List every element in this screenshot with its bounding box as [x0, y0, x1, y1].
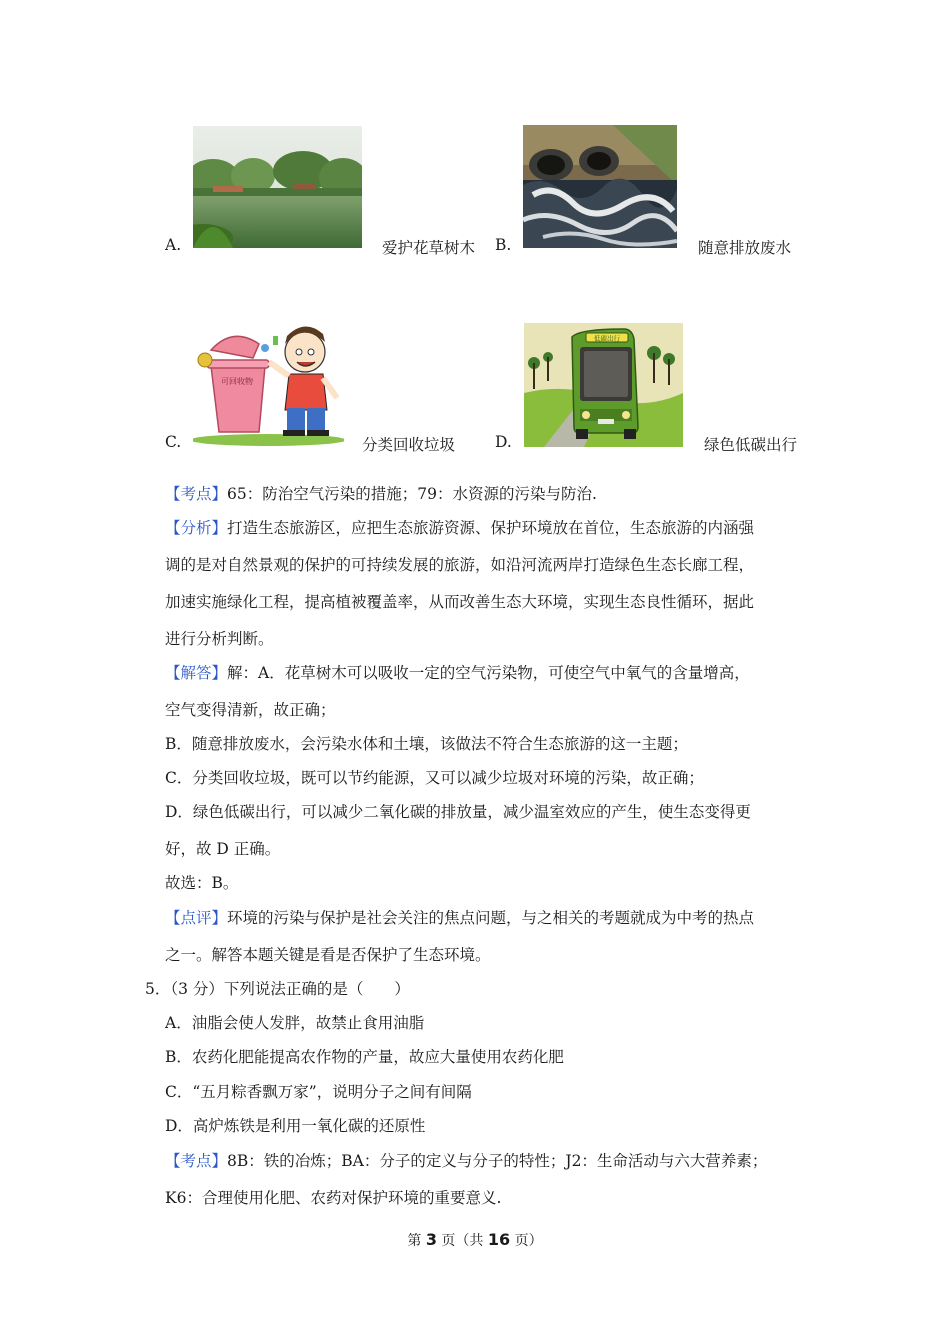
trash-sorting-cartoon-image	[193, 322, 344, 446]
footer-suffix: 页）	[510, 1233, 543, 1249]
bus-sign: 低碳出行	[594, 334, 620, 343]
kaodian-tag: 【考点】	[165, 1152, 228, 1170]
q4-fenxi	[165, 516, 754, 538]
fenxi-line: 打造生态旅游区，应把生态旅游资源、保护环境放在首位，生态旅游的内涵强	[227, 519, 755, 537]
q5-option: B．农药化肥能提高农作物的产量，故应大量使用农药化肥	[165, 1048, 564, 1066]
kaodian-line: K6：合理使用化肥、农药对保护环境的重要意义.	[165, 1189, 502, 1207]
jieda-line: 空气变得清新，故正确；	[165, 701, 336, 719]
fenxi-line: 进行分析判断。	[165, 630, 274, 648]
jieda-line: D．绿色低碳出行，可以减少二氧化碳的排放量，减少温室效应的产生，使生态变得更	[165, 803, 751, 821]
footer-total-pages: 16	[487, 1230, 511, 1249]
fenxi-tag: 【分析】	[165, 519, 228, 537]
q5-stem: 5．（3 分）下列说法正确的是（ ）	[145, 980, 410, 998]
option-a-caption: 爱护花草树木	[382, 239, 476, 257]
option-c-letter: C.	[165, 433, 182, 451]
jieda-tag: 【解答】	[165, 664, 228, 682]
wastewater-pipe-image	[523, 125, 677, 248]
jieda-line: 解：A．花草树木可以吸收一定的空气污染物，可使空气中氧气的含量增高，	[227, 664, 750, 682]
q4-kaodian	[165, 482, 597, 504]
option-d-caption: 绿色低碳出行	[704, 436, 798, 454]
option-d-letter: D.	[495, 433, 512, 451]
footer-middle: 页（共	[436, 1233, 488, 1249]
dianping-tag: 【点评】	[165, 909, 228, 927]
jieda-line: 故选：B。	[165, 874, 239, 892]
q5-option: A．油脂会使人发胖，故禁止食用油脂	[165, 1014, 425, 1032]
kaodian-text: 65：防治空气污染的措施；79：水资源的污染与防治.	[227, 485, 597, 503]
option-b-caption: 随意排放废水	[698, 239, 792, 257]
q4-dianping	[165, 906, 754, 928]
q4-jieda	[165, 661, 750, 683]
footer-page-number: 3	[425, 1230, 437, 1249]
jieda-line: 好，故 D 正确。	[165, 840, 281, 858]
option-a-letter: A.	[165, 236, 182, 254]
dianping-line: 环境的污染与保护是社会关注的焦点问题，与之相关的考题就成为中考的热点	[227, 909, 755, 927]
q5-kaodian	[165, 1149, 767, 1171]
option-c-caption: 分类回收垃圾	[362, 436, 456, 454]
bin-label: 可回收物	[221, 377, 253, 386]
kaodian-line: 8B：铁的冶炼；BA：分子的定义与分子的特性；J2：生命活动与六大营养素；	[227, 1152, 768, 1170]
dianping-line: 之一。解答本题关键是看是否保护了生态环境。	[165, 946, 491, 964]
page-footer	[0, 1230, 950, 1250]
option-b-letter: B.	[495, 236, 512, 254]
green-bus-image	[524, 323, 683, 447]
fenxi-line: 加速实施绿化工程，提高植被覆盖率，从而改善生态大环境，实现生态良性循环，据此	[165, 593, 755, 611]
q5-option: D．高炉炼铁是利用一氧化碳的还原性	[165, 1117, 426, 1135]
kaodian-tag: 【考点】	[165, 485, 228, 503]
lake-landscape-image	[193, 126, 362, 248]
footer-prefix: 第	[407, 1233, 426, 1249]
q5-option: C．“五月粽香飘万家”，说明分子之间有间隔	[165, 1083, 472, 1101]
fenxi-line: 调的是对自然景观的保护的可持续发展的旅游，如沿河流两岸打造绿色生态长廊工程，	[165, 556, 755, 574]
jieda-line: B．随意排放废水，会污染水体和土壤，该做法不符合生态旅游的这一主题；	[165, 735, 688, 753]
jieda-line: C．分类回收垃圾，既可以节约能源，又可以减少垃圾对环境的污染，故正确；	[165, 769, 704, 787]
